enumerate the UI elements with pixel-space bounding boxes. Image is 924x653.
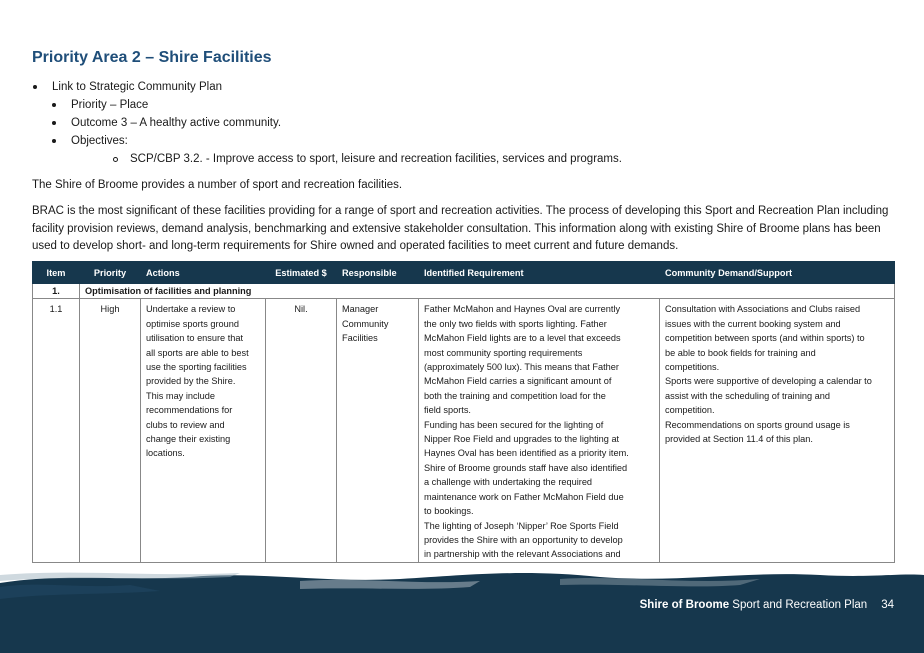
row-demand [660, 299, 895, 562]
cell-line: The lighting of Joseph ‘Nipper’ Roe Sports Field [424, 520, 619, 531]
col-header-demand: Community Demand/Support [660, 262, 895, 284]
cell-line: use the sporting facilities [146, 362, 247, 373]
requirements-table [32, 261, 895, 563]
cell-line: Recommendations on sports ground usage is [665, 419, 850, 430]
cell-line: issues with the current booking system and [665, 318, 841, 329]
section-number: 1. [33, 284, 80, 299]
cell-line: a challenge with undertaking the required [424, 477, 593, 488]
brac-paragraph: BRAC is the most significant of these facilities providing for a range of sport and recreation activities. The process of developing this Sport and Recreation Plan including facility provision reviews, demand analysis, benchmarking and extensive stakeholder consultation. This information along with existing Shire of Broome plans has been used to develop short- and long-term requirements for Shire owned and operated facilities to meet current and future demands. [32, 205, 889, 252]
cell-line: competition. [665, 405, 715, 416]
row-actions [141, 299, 266, 562]
cell-line: be able to book fields for training and [665, 347, 816, 358]
cell-line: provided at Section 11.4 of this plan. [665, 434, 813, 445]
cell-line: Haynes Oval has been identified as a priority item. [424, 448, 629, 459]
bullet-list [32, 78, 622, 168]
footer-caption [640, 599, 894, 611]
col-header-priority: Priority [80, 262, 141, 284]
cell-line: Father McMahon and Haynes Oval are currently [424, 304, 621, 315]
cell-line: assist with the scheduling of training and [665, 390, 830, 401]
cell-line: all sports are able to best [146, 347, 249, 358]
bullet-dot-icon [52, 121, 56, 125]
bullet-objectives: Objectives: [32, 132, 622, 150]
table-header-row [33, 262, 895, 284]
cell-line: field sports. [424, 405, 471, 416]
col-header-estimated: Estimated $ [266, 262, 337, 284]
page-title: Priority Area 2 – Shire Facilities [32, 49, 272, 66]
row-priority: High [80, 299, 141, 562]
cell-line: McMahon Field lights are to a level that exceeds [424, 333, 621, 344]
cell-line: to bookings. [424, 506, 474, 517]
cell-line: in partnership with the relevant Associations and [424, 549, 621, 560]
bullet-scp: SCP/CBP 3.2. - Improve access to sport, leisure and recreation facilities, services and programs. [32, 150, 622, 168]
col-header-actions: Actions [141, 262, 266, 284]
bullet-link: Link to Strategic Community Plan [32, 78, 622, 96]
cell-line: provided by the Shire. [146, 376, 236, 387]
cell-line: clubs to review and [146, 419, 225, 430]
cell-line: Facilities [342, 333, 378, 344]
table-section-row [33, 284, 895, 299]
cell-line: Manager [342, 304, 379, 315]
bullet-outcome: Outcome 3 – A healthy active community. [32, 114, 622, 132]
row-requirement [419, 299, 660, 562]
bullet-circle-icon [113, 157, 118, 162]
page-number: 34 [881, 599, 894, 611]
footer-org: Shire of Broome [639, 599, 730, 611]
cell-line: Undertake a review to [146, 304, 236, 315]
cell-line: Consultation with Associations and Clubs raised [665, 304, 861, 315]
cell-line: Community [342, 318, 389, 329]
footer-doc-title: Sport and Recreation Plan [729, 599, 868, 611]
cell-line: recommendations for [146, 405, 233, 416]
cell-line: the only two fields with sports lighting. Father [424, 318, 607, 329]
bullet-dot-icon [33, 85, 37, 89]
cell-line: both the training and competition load for the [424, 390, 606, 401]
row-responsible [337, 299, 419, 562]
bullet-dot-icon [52, 103, 56, 107]
bullet-dot-icon [52, 139, 56, 143]
cell-line: utilisation to ensure that [146, 333, 244, 344]
col-header-item: Item [33, 262, 80, 284]
row-item: 1.1 [33, 299, 80, 562]
cell-line: provides the Shire with an opportunity to develop [424, 534, 623, 545]
cell-line: Nipper Roe Field and upgrades to the lighting at [424, 434, 620, 445]
col-header-responsible: Responsible [337, 262, 419, 284]
table-row [33, 299, 895, 562]
cell-line: Sports were supportive of developing a calendar to [665, 376, 872, 387]
intro-paragraph: The Shire of Broome provides a number of sport and recreation facilities. [32, 179, 403, 191]
cell-line: maintenance work on Father McMahon Field due [424, 491, 624, 502]
cell-line: locations. [146, 448, 185, 459]
cell-line: Funding has been secured for the lighting of [424, 419, 604, 430]
bullet-priority: Priority – Place [32, 96, 622, 114]
cell-line: change their existing [146, 434, 231, 445]
col-header-requirement: Identified Requirement [419, 262, 660, 284]
cell-line: (approximately 500 lux). This means that Father [424, 362, 619, 373]
cell-line: McMahon Field carries a significant amount of [424, 376, 612, 387]
section-title: Optimisation of facilities and planning [80, 284, 895, 299]
cell-line: competition between sports (and within sports) to [665, 333, 865, 344]
cell-line: This may include [146, 390, 215, 401]
cell-line: optimise sports ground [146, 318, 239, 329]
cell-line: most community sporting requirements [424, 347, 583, 358]
cell-line: competitions. [665, 362, 720, 373]
row-estimated: Nil. [266, 299, 337, 562]
cell-line: Shire of Broome grounds staff have also identified [424, 462, 628, 473]
